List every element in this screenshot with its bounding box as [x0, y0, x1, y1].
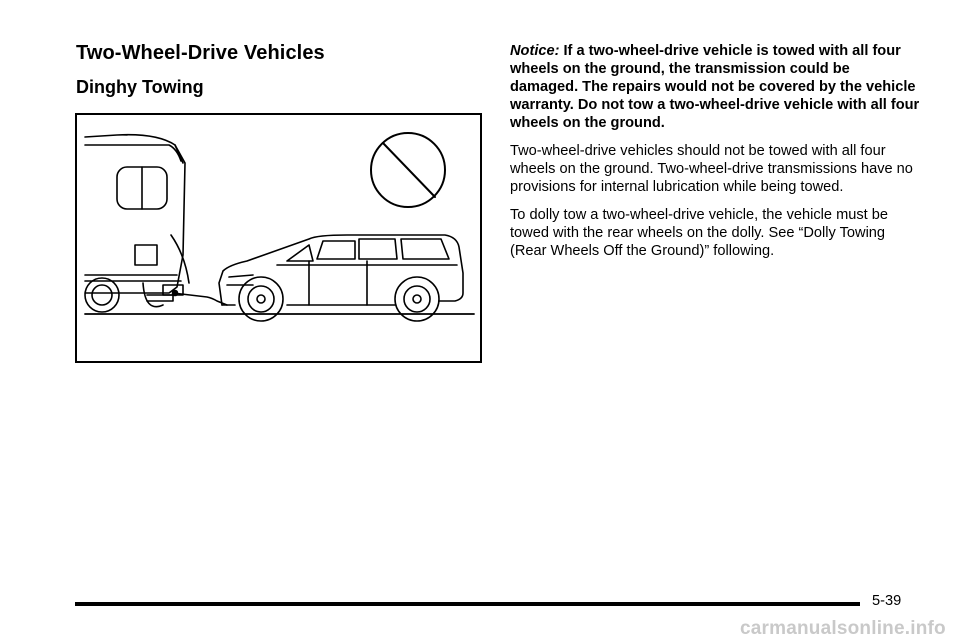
body-text: [510, 42, 920, 270]
suv-vehicle-icon: [219, 235, 463, 321]
tow-bar-icon: [173, 291, 228, 306]
notice-paragraph: [510, 42, 920, 132]
dinghy-towing-illustration: [75, 113, 482, 363]
section-subtitle: Dinghy Towing: [76, 77, 204, 97]
watermark: carmanualsonline.info: [740, 618, 946, 639]
notice-text: If a two-wheel-drive vehicle is towed with all four wheels on the ground, the transmission could be damaged. The repairs would not be covered by the vehicle warranty. Do not tow a two-wheel-drive vehicle with all four wheels on the ground.: [510, 43, 920, 131]
paragraph-2: To dolly tow a two-wheel-drive vehicle, the vehicle must be towed with the rear wheels on the dolly. See “Dolly Towing (Rear Wheels Off the Ground)” following.: [510, 207, 888, 259]
section-title: Two-Wheel-Drive Vehicles: [76, 42, 325, 64]
notice-label: Notice:: [510, 43, 560, 59]
rv-motorhome-icon: [85, 135, 189, 312]
paragraph-1: Two-wheel-drive vehicles should not be towed with all four wheels on the ground. Two-wheel-drive transmissions have no provisions for internal lubrication while being towed.: [510, 143, 913, 195]
prohibited-icon: [371, 133, 445, 207]
footer-rule: [75, 602, 860, 606]
page-number: 5-39: [872, 593, 902, 609]
